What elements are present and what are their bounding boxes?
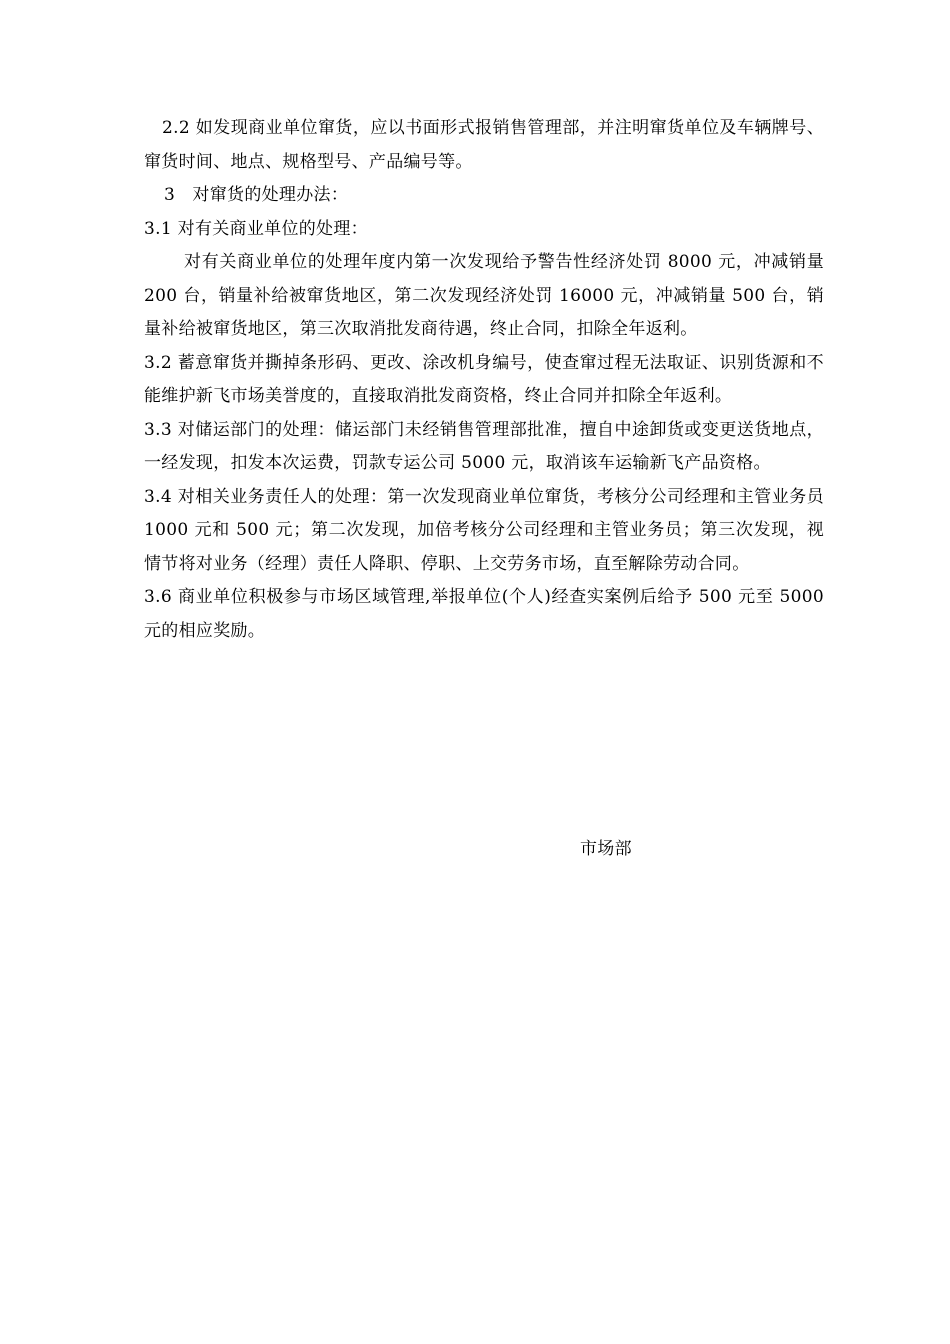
paragraph-2-2: 2.2 如发现商业单位窜货，应以书面形式报销售管理部，并注明窜货单位及车辆牌号、窜货时间、地点、规格型号、产品编号等。 [144,118,824,172]
paragraph-3-4: 3.4 对相关业务责任人的处理：第一次发现商业单位窜货，考核分公司经理和主管业务员 1000 元和 500 元；第二次发现，加倍考核分公司经理和主管业务员；第三次发现，视情节将对业务（经理）责任人降职、停职、上交劳务市场，直至解除劳动合同。 [144,486,824,574]
paragraph-3-1-body: 对有关商业单位的处理年度内第一次发现给予警告性经济处罚 8000 元，冲减销量 200 台，销量补给被窜货地区，第二次发现经济处罚 16000 元，冲减销量 500 台，销量补给被窜货地区，第三次取消批发商待遇，终止合同，扣除全年返利。 [144,252,824,339]
paragraph-3-6: 3.6 商业单位积极参与市场区域管理,举报单位(个人)经查实案例后给予 500 元至 5000 元的相应奖励。 [144,587,824,641]
section-3-heading: 3 对窜货的处理办法： [164,185,349,205]
signature-department: 市场部 [580,839,632,859]
paragraph-3-2: 3.2 蓄意窜货并撕掉条形码、更改、涂改机身编号，使查窜过程无法取证、识别货源和不能维护新飞市场美誉度的，直接取消批发商资格，终止合同并扣除全年返利。 [144,352,824,406]
document-body [144,112,824,648]
paragraph-3-3: 3.3 对储运部门的处理：储运部门未经销售管理部批准，擅自中途卸货或变更送货地点，一经发现，扣发本次运费，罚款专运公司 5000 元，取消该车运输新飞产品资格。 [144,419,824,473]
section-3-1-heading: 3.1 对有关商业单位的处理： [144,218,368,239]
